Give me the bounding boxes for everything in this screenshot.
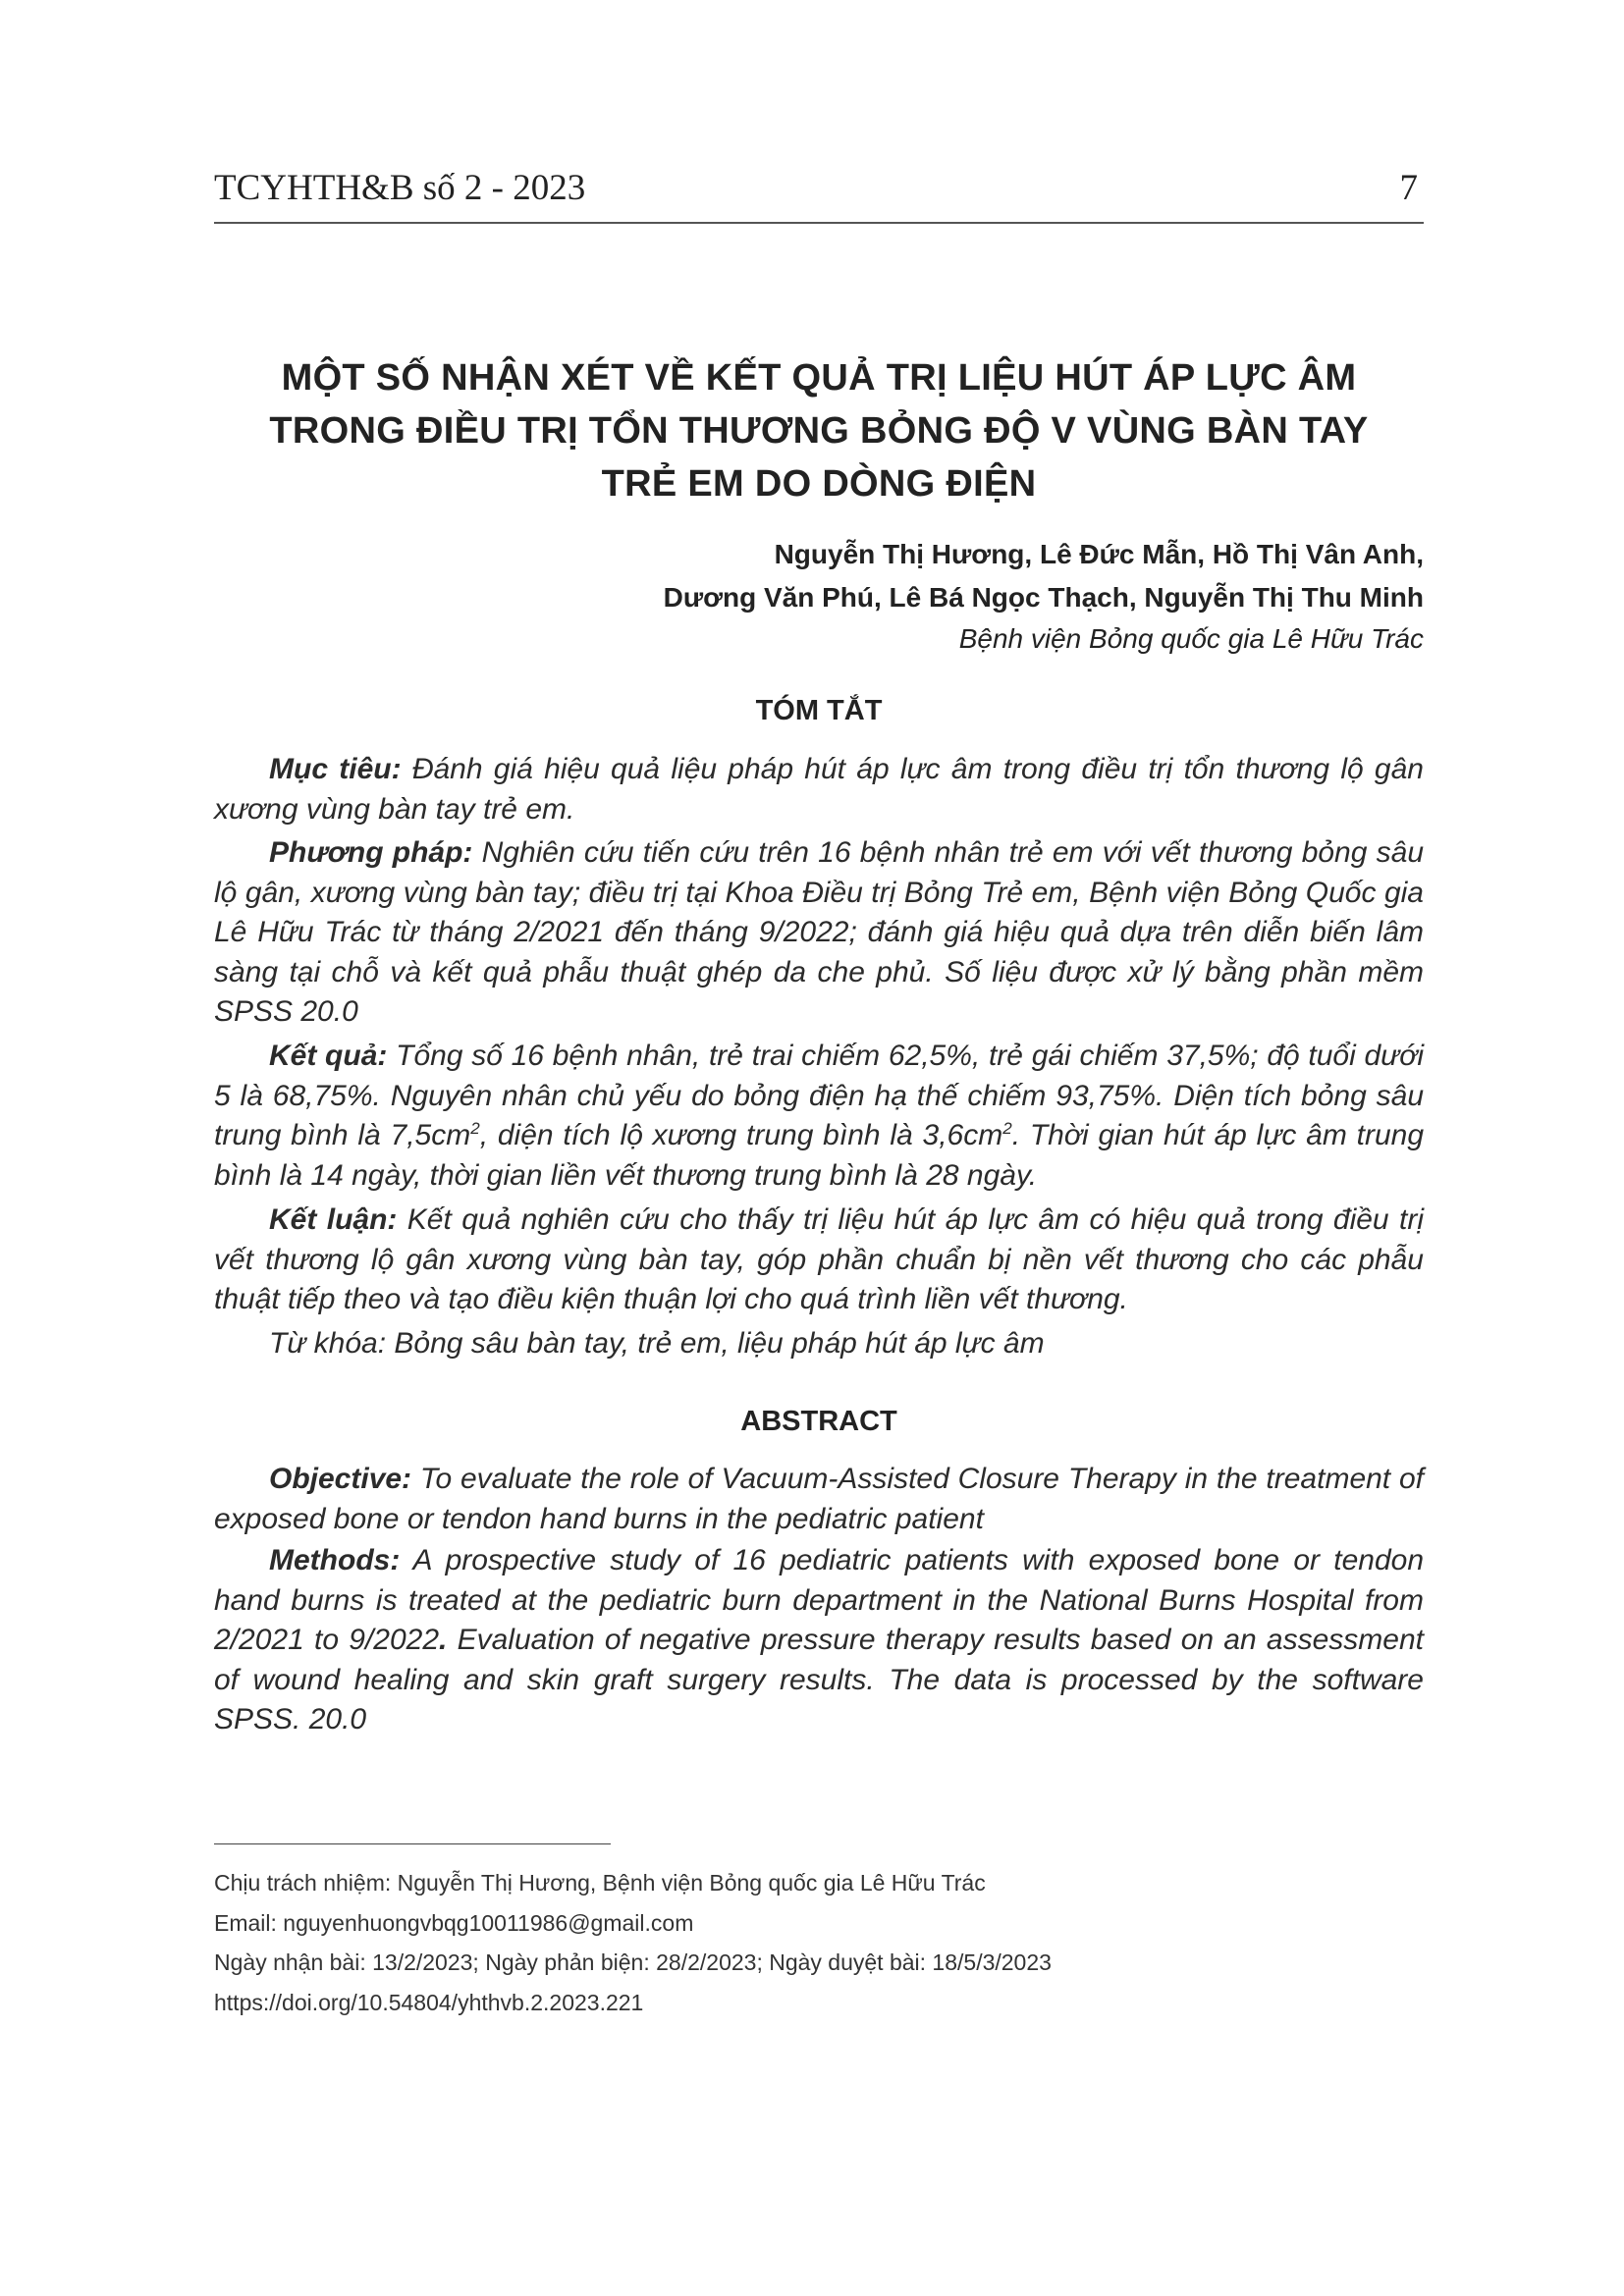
summary-heading-vi: TÓM TẮT	[755, 695, 883, 726]
results-text: Tổng số 16 bệnh nhân, trẻ trai chiếm 62,5%, trẻ gái chiếm 37,5%; độ tuổi dưới 5 là 68,75%. Nguyên nhân chủ yếu do bỏng điện hạ thế chiếm 93,75%. Diện tích bỏng sâu trung bình là 7,5cm	[214, 1040, 1424, 1151]
running-header	[214, 167, 1424, 224]
keywords-vi: Từ khóa: Bỏng sâu bàn tay, trẻ em, liệu pháp hút áp lực âm	[269, 1327, 1045, 1360]
title-line: TRONG ĐIỀU TRỊ TỔN THƯƠNG BỎNG ĐỘ V VÙNG BÀN TAY	[269, 410, 1369, 452]
superscript: 2	[1002, 1119, 1012, 1138]
abstract-heading-en: ABSTRACT	[740, 1406, 897, 1437]
footnote-email[interactable]: Email: nguyenhuongvbqg10011986@gmail.com	[214, 1909, 694, 1936]
methods-label: Phương pháp:	[269, 836, 473, 869]
bold-period: .	[439, 1624, 448, 1656]
superscript: 2	[470, 1119, 480, 1138]
affiliation: Bệnh viện Bỏng quốc gia Lê Hữu Trác	[958, 623, 1424, 654]
objective-text: Đánh giá hiệu quả liệu pháp hút áp lực âm trong điều trị tổn thương lộ gân xương vùng bàn tay trẻ em.	[214, 753, 1424, 826]
methods-paragraph-en	[214, 1541, 1424, 1740]
objective-paragraph-vi	[214, 750, 1424, 829]
objective-paragraph-en	[214, 1460, 1424, 1539]
footnote-divider	[214, 1843, 611, 1844]
results-text: , diện tích lộ xương trung bình là 3,6cm	[479, 1119, 1003, 1151]
title-line: MỘT SỐ NHẬN XÉT VỀ KẾT QUẢ TRỊ LIỆU HÚT ÁP LỰC ÂM	[281, 357, 1357, 399]
methods-label: Methods:	[269, 1544, 401, 1576]
results-text: . Thời gian hút áp lực âm trung bình là 14 ngày, thời gian liền vết thương trung bình là 28 ngày.	[214, 1119, 1424, 1192]
author-list	[664, 533, 1424, 619]
methods-paragraph-vi	[214, 833, 1424, 1033]
conclusion-label: Kết luận:	[269, 1203, 398, 1236]
conclusion-paragraph-vi	[214, 1201, 1424, 1320]
methods-text: A prospective study of 16 pediatric patients with exposed bone or tendon hand burns is treated at the pediatric burn department in the National Burns Hospital from 2/2021 to 9/2022	[214, 1544, 1424, 1656]
objective-label: Objective:	[269, 1463, 412, 1495]
page-number: 7	[1399, 168, 1418, 208]
footnotes	[214, 1863, 1052, 2022]
author-line: Dương Văn Phú, Lê Bá Ngọc Thạch, Nguyễn Thị Thu Minh	[663, 582, 1424, 613]
author-line: Nguyễn Thị Hương, Lê Đức Mẫn, Hồ Thị Vân Anh,	[774, 539, 1424, 569]
results-paragraph-vi	[214, 1037, 1424, 1196]
methods-text: Evaluation of negative pressure therapy results based on an assessment of wound healing and skin graft surgery results. The data is processed by the software SPSS. 20.0	[214, 1624, 1424, 1735]
conclusion-text: Kết quả nghiên cứu cho thấy trị liệu hút áp lực âm có hiệu quả trong điều trị vết thương lộ gân xương vùng bàn tay, góp phần chuẩn bị nền vết thương cho các phẫu thuật tiếp theo và tạo điều kiện thuận lợi cho quá trình liền vết thương.	[214, 1203, 1424, 1315]
footnote-responsible: Chịu trách nhiệm: Nguyễn Thị Hương, Bệnh viện Bỏng quốc gia Lê Hữu Trác	[214, 1870, 986, 1896]
methods-text: Nghiên cứu tiến cứu trên 16 bệnh nhân trẻ em với vết thương bỏng sâu lộ gân, xương vùng bàn tay; điều trị tại Khoa Điều trị Bỏng Trẻ em, Bệnh viện Bỏng Quốc gia Lê Hữu Trác từ tháng 2/2021 đến tháng 9/2022; đánh giá hiệu quả dựa trên diễn biến lâm sàng tại chỗ và kết quả phẫu thuật ghép da che phủ. Số liệu được xử lý bằng phần mềm SPSS 20.0	[214, 836, 1425, 1028]
footnote-dates: Ngày nhận bài: 13/2/2023; Ngày phản biện: 28/2/2023; Ngày duyệt bài: 18/5/3/2023	[214, 1949, 1052, 1975]
article-title	[214, 351, 1424, 510]
objective-text: To evaluate the role of Vacuum-Assisted Closure Therapy in the treatment of exposed bone or tendon hand burns in the pediatric patient	[214, 1463, 1424, 1535]
footnote-doi[interactable]: https://doi.org/10.54804/yhthvb.2.2023.221	[214, 1989, 644, 2015]
journal-issue: TCYHTH&B số 2 - 2023	[214, 168, 586, 208]
results-label: Kết quả:	[269, 1040, 388, 1072]
objective-label: Mục tiêu:	[269, 753, 402, 785]
title-line: TRẺ EM DO DÒNG ĐIỆN	[601, 463, 1037, 505]
